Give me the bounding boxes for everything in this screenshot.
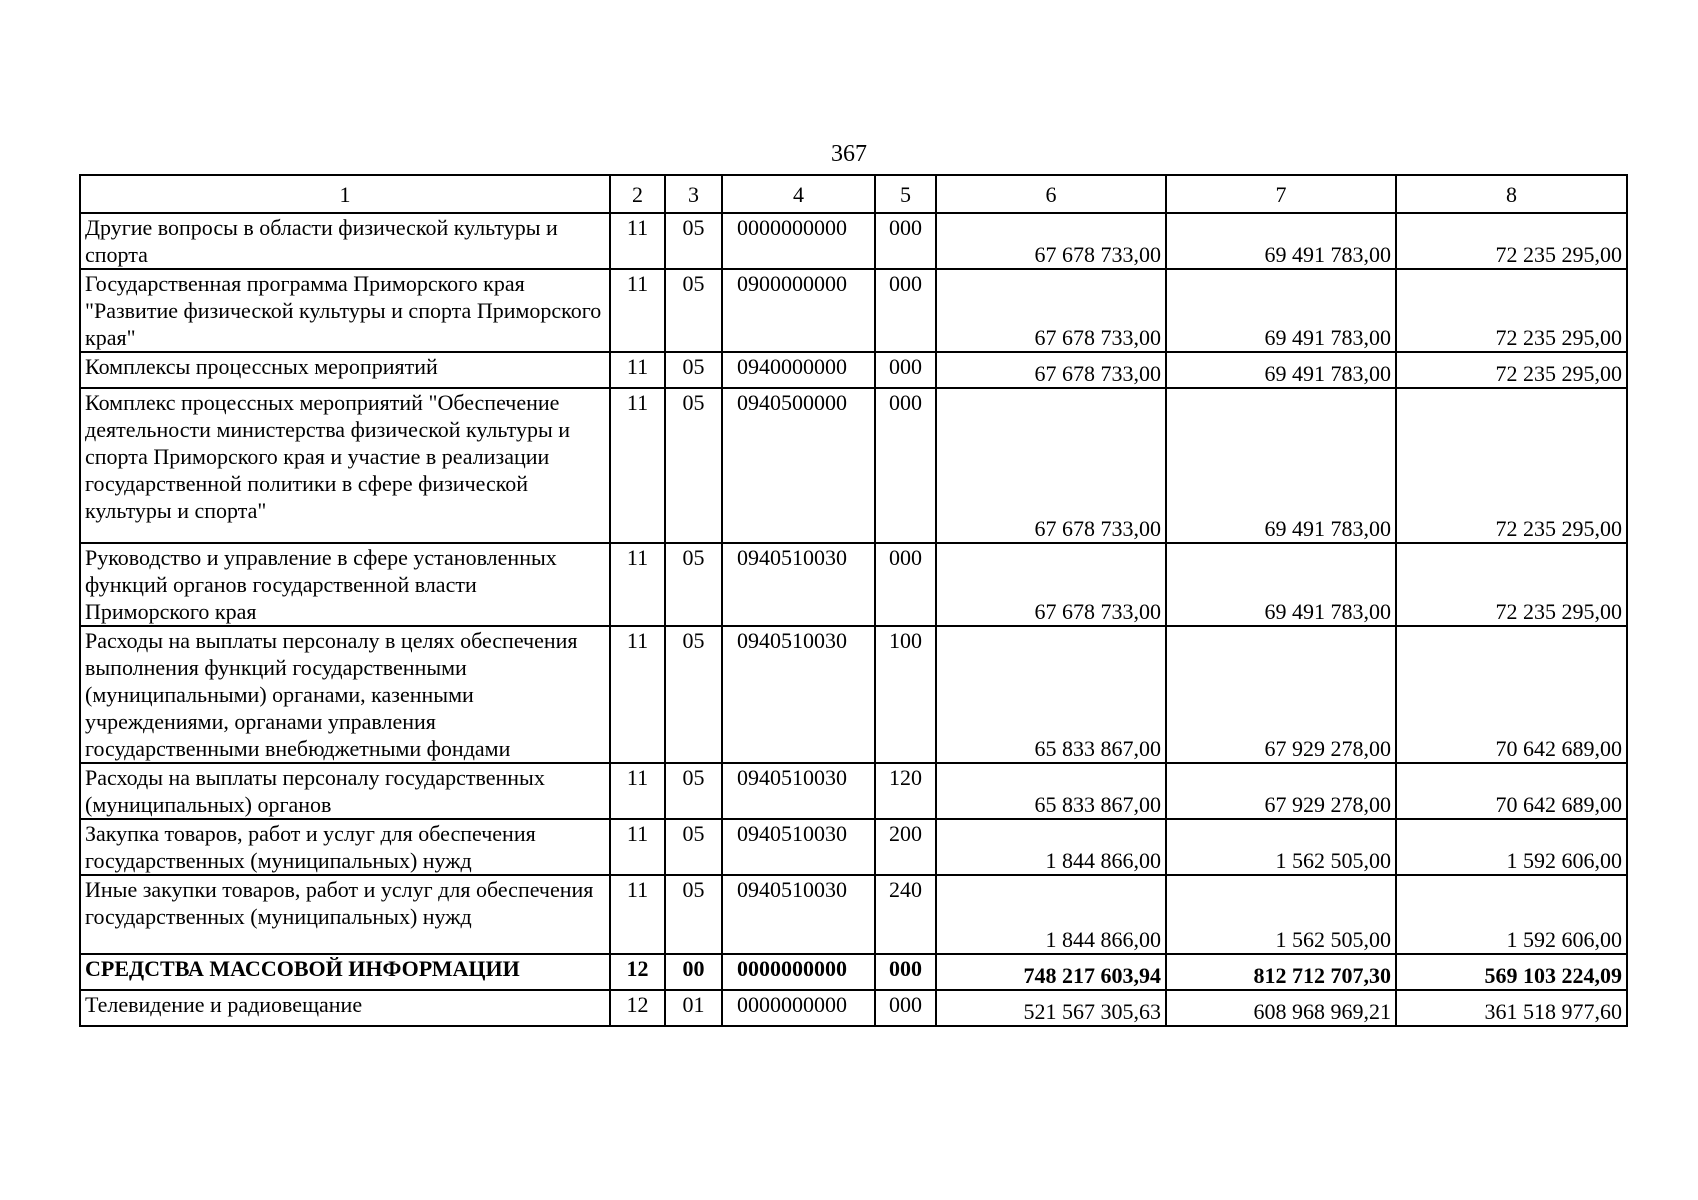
row-name-cell: Государственная программа Приморского края "Развитие физической культуры и спорта Приморского края" (80, 269, 610, 352)
row-subsection-cell: 05 (665, 819, 722, 875)
row-section-cell: 11 (610, 543, 665, 626)
row-subsection-cell: 05 (665, 626, 722, 763)
row-amount-col6-cell: 67 678 733,00 (936, 388, 1166, 543)
row-name-cell: Закупка товаров, работ и услуг для обеспечения государственных (муниципальных) нужд (80, 819, 610, 875)
row-expense-type-cell: 100 (875, 626, 936, 763)
row-section-cell: 11 (610, 213, 665, 269)
row-amount-col8-cell: 361 518 977,60 (1396, 990, 1627, 1026)
row-target-article-cell: 0940510030 (722, 626, 875, 763)
row-amount-col7-cell: 812 712 707,30 (1166, 954, 1396, 990)
row-expense-type-cell: 240 (875, 875, 936, 954)
row-subsection-cell: 05 (665, 543, 722, 626)
row-amount-col6-cell: 67 678 733,00 (936, 352, 1166, 388)
header-cell-5: 5 (875, 175, 936, 213)
row-amount-col6-cell: 1 844 866,00 (936, 819, 1166, 875)
row-section-cell: 11 (610, 388, 665, 543)
row-amount-col7-cell: 69 491 783,00 (1166, 352, 1396, 388)
row-amount-col7-cell: 1 562 505,00 (1166, 875, 1396, 954)
row-target-article-cell: 0940510030 (722, 819, 875, 875)
row-name-cell: Руководство и управление в сфере установленных функций органов государственной власти Приморского края (80, 543, 610, 626)
row-amount-col6-cell: 1 844 866,00 (936, 875, 1166, 954)
table-row (80, 352, 1627, 388)
row-expense-type-cell: 120 (875, 763, 936, 819)
row-subsection-cell: 05 (665, 352, 722, 388)
row-amount-col7-cell: 67 929 278,00 (1166, 763, 1396, 819)
row-amount-col6-cell: 521 567 305,63 (936, 990, 1166, 1026)
row-amount-col6-cell: 748 217 603,94 (936, 954, 1166, 990)
row-name-cell: Комплексы процессных мероприятий (80, 352, 610, 388)
row-amount-col8-cell: 1 592 606,00 (1396, 875, 1627, 954)
row-section-cell: 11 (610, 875, 665, 954)
row-amount-col8-cell: 569 103 224,09 (1396, 954, 1627, 990)
row-amount-col8-cell: 70 642 689,00 (1396, 763, 1627, 819)
table-row (80, 543, 1627, 626)
row-amount-col6-cell: 65 833 867,00 (936, 626, 1166, 763)
row-subsection-cell: 05 (665, 213, 722, 269)
row-amount-col6-cell: 67 678 733,00 (936, 543, 1166, 626)
row-section-cell: 11 (610, 763, 665, 819)
row-subsection-cell: 05 (665, 763, 722, 819)
header-cell-1: 1 (80, 175, 610, 213)
row-target-article-cell: 0000000000 (722, 954, 875, 990)
table-row (80, 875, 1627, 954)
header-cell-8: 8 (1396, 175, 1627, 213)
row-target-article-cell: 0940510030 (722, 763, 875, 819)
row-section-cell: 11 (610, 626, 665, 763)
row-section-cell: 11 (610, 269, 665, 352)
row-expense-type-cell: 000 (875, 213, 936, 269)
row-amount-col8-cell: 72 235 295,00 (1396, 269, 1627, 352)
header-row (80, 175, 1627, 213)
row-target-article-cell: 0940510030 (722, 875, 875, 954)
table-row (80, 213, 1627, 269)
row-section-cell: 11 (610, 352, 665, 388)
row-amount-col7-cell: 69 491 783,00 (1166, 543, 1396, 626)
header-cell-4: 4 (722, 175, 875, 213)
row-name-cell: Расходы на выплаты персоналу государственных (муниципальных) органов (80, 763, 610, 819)
row-amount-col6-cell: 67 678 733,00 (936, 269, 1166, 352)
row-subsection-cell: 05 (665, 875, 722, 954)
row-expense-type-cell: 000 (875, 954, 936, 990)
row-amount-col7-cell: 67 929 278,00 (1166, 626, 1396, 763)
page-number: 367 (831, 141, 867, 167)
row-target-article-cell: 0000000000 (722, 213, 875, 269)
table-row (80, 990, 1627, 1026)
row-subsection-cell: 05 (665, 388, 722, 543)
row-section-cell: 12 (610, 990, 665, 1026)
row-name-cell: Иные закупки товаров, работ и услуг для обеспечения государственных (муниципальных) нужд (80, 875, 610, 954)
row-amount-col8-cell: 72 235 295,00 (1396, 352, 1627, 388)
row-amount-col8-cell: 72 235 295,00 (1396, 213, 1627, 269)
row-name-cell: СРЕДСТВА МАССОВОЙ ИНФОРМАЦИИ (80, 954, 610, 990)
row-subsection-cell: 01 (665, 990, 722, 1026)
row-target-article-cell: 0940000000 (722, 352, 875, 388)
row-amount-col8-cell: 70 642 689,00 (1396, 626, 1627, 763)
header-cell-2: 2 (610, 175, 665, 213)
row-amount-col6-cell: 67 678 733,00 (936, 213, 1166, 269)
row-subsection-cell: 00 (665, 954, 722, 990)
row-expense-type-cell: 200 (875, 819, 936, 875)
table-row (80, 819, 1627, 875)
row-amount-col7-cell: 69 491 783,00 (1166, 213, 1396, 269)
row-target-article-cell: 0940500000 (722, 388, 875, 543)
row-amount-col7-cell: 69 491 783,00 (1166, 269, 1396, 352)
header-cell-3: 3 (665, 175, 722, 213)
table-row (80, 388, 1627, 543)
row-target-article-cell: 0940510030 (722, 543, 875, 626)
row-expense-type-cell: 000 (875, 388, 936, 543)
row-amount-col8-cell: 72 235 295,00 (1396, 388, 1627, 543)
header-cell-7: 7 (1166, 175, 1396, 213)
row-amount-col7-cell: 1 562 505,00 (1166, 819, 1396, 875)
row-expense-type-cell: 000 (875, 269, 936, 352)
table-row (80, 763, 1627, 819)
row-amount-col6-cell: 65 833 867,00 (936, 763, 1166, 819)
budget-table (79, 174, 1628, 1027)
row-amount-col8-cell: 72 235 295,00 (1396, 543, 1627, 626)
row-expense-type-cell: 000 (875, 543, 936, 626)
row-section-cell: 12 (610, 954, 665, 990)
table-row (80, 269, 1627, 352)
row-expense-type-cell: 000 (875, 352, 936, 388)
row-name-cell: Комплекс процессных мероприятий "Обеспечение деятельности министерства физической культуры и спорта Приморского края и участие в реализации государственной политики в сфере физической культуры и спорта" (80, 388, 610, 543)
row-amount-col7-cell: 608 968 969,21 (1166, 990, 1396, 1026)
table-row (80, 954, 1627, 990)
row-amount-col7-cell: 69 491 783,00 (1166, 388, 1396, 543)
row-section-cell: 11 (610, 819, 665, 875)
row-name-cell: Телевидение и радиовещание (80, 990, 610, 1026)
table-body (80, 213, 1627, 1026)
row-amount-col8-cell: 1 592 606,00 (1396, 819, 1627, 875)
row-target-article-cell: 0000000000 (722, 990, 875, 1026)
row-target-article-cell: 0900000000 (722, 269, 875, 352)
table-row (80, 626, 1627, 763)
row-name-cell: Расходы на выплаты персоналу в целях обеспечения выполнения функций государственными (муниципальными) органами, казенными учреждениями, органами управления государственными внебюджетными фондами (80, 626, 610, 763)
row-subsection-cell: 05 (665, 269, 722, 352)
row-expense-type-cell: 000 (875, 990, 936, 1026)
row-name-cell: Другие вопросы в области физической культуры и спорта (80, 213, 610, 269)
header-cell-6: 6 (936, 175, 1166, 213)
